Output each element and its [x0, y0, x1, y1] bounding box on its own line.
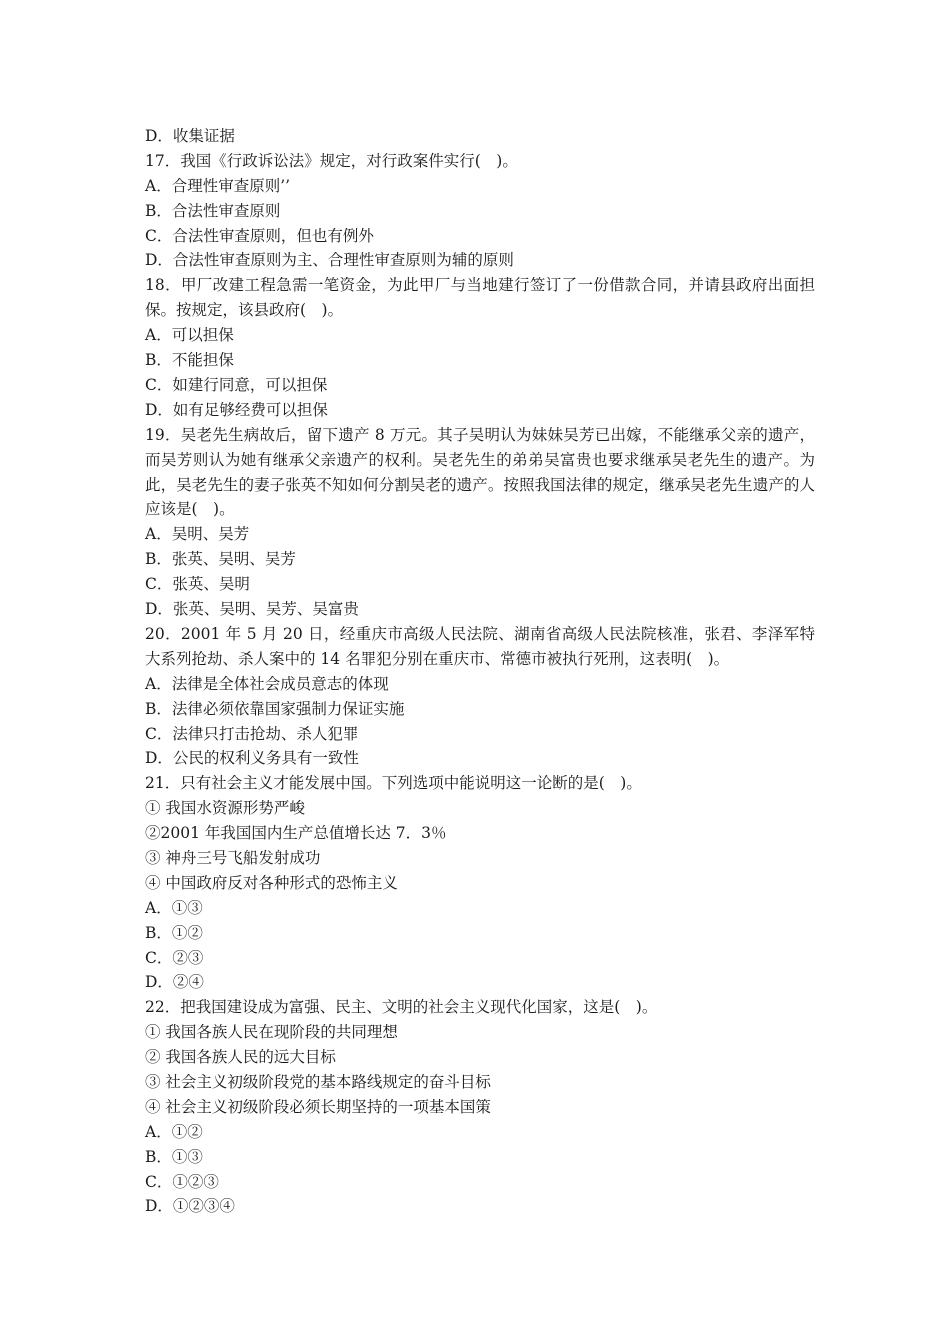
question-20: 20．2001 年 5 月 20 日，经重庆市高级人民法院、湖南省高级人民法院核准，张君、李泽军特大系列抢劫、杀人案中的 14 名罪犯分别在重庆市、常德市被执行死刑，这表明( )。 [145, 624, 815, 668]
q17-option-a: A．合理性审查原则’’ [145, 176, 291, 195]
q22-option-b: B．①③ [145, 1147, 203, 1166]
question-18: 18．甲厂改建工程急需一笔资金，为此甲厂与当地建行签订了一份借款合同，并请县政府出面担保。按规定，该县政府( )。 [145, 276, 815, 320]
q22-option-d: D．①②③④ [145, 1197, 235, 1216]
q19-option-c: C．张英、吴明 [145, 575, 250, 594]
q19-option-b: B．张英、吴明、吴芳 [145, 550, 296, 569]
document-page [145, 124, 815, 1219]
q17-option-b: B．合法性审查原则 [145, 201, 281, 220]
q21-statement-2: ②2001 年我国国内生产总值增长达 7．3％ [145, 824, 447, 843]
q20-option-d: D．公民的权利义务具有一致性 [145, 749, 359, 768]
question-21: 21．只有社会主义才能发展中国。下列选项中能说明这一论断的是( )。 [145, 774, 642, 793]
q18-option-c: C．如建行同意，可以担保 [145, 375, 328, 394]
q20-option-c: C．法律只打击抢劫、杀人犯罪 [145, 724, 359, 743]
q21-option-a: A．①③ [145, 898, 203, 917]
q22-statement-2: ② 我国各族人民的远大目标 [145, 1048, 336, 1067]
q19-option-a: A．吴明、吴芳 [145, 525, 250, 544]
q21-statement-3: ③ 神舟三号飞船发射成功 [145, 848, 321, 867]
q18-option-b: B．不能担保 [145, 351, 234, 370]
q21-statement-1: ① 我国水资源形势严峻 [145, 799, 305, 818]
q20-option-b: B．法律必须依靠国家强制力保证实施 [145, 699, 405, 718]
question-22: 22．把我国建设成为富强、民主、文明的社会主义现代化国家，这是( )。 [145, 998, 658, 1017]
q17-option-d: D．合法性审查原则为主、合理性审查原则为辅的原则 [145, 251, 514, 270]
q18-option-a: A．可以担保 [145, 326, 234, 345]
q21-option-c: C．②③ [145, 948, 204, 967]
question-19: 19．吴老先生病故后，留下遗产 8 万元。其子吴明认为妹妹吴芳已出嫁，不能继承父亲的遗产，而吴芳则认为她有继承父亲遗产的权利。吴老先生的弟弟吴富贵也要求继承吴老先生的遗产。为此，吴老先生的妻子张英不知如何分割吴老的遗产。按照我国法律的规定，继承吴老先生遗产的人应该是( )。 [145, 425, 815, 519]
q21-statement-4: ④ 中国政府反对各种形式的恐怖主义 [145, 873, 398, 892]
q21-option-d: D．②④ [145, 973, 204, 992]
q18-option-d: D．如有足够经费可以担保 [145, 400, 328, 419]
option-d-prev: D．收集证据 [145, 127, 235, 145]
question-17: 17．我国《行政诉讼法》规定，对行政案件实行( )。 [145, 151, 518, 170]
q22-option-a: A．①② [145, 1122, 203, 1141]
q22-statement-1: ① 我国各族人民在现阶段的共同理想 [145, 1023, 398, 1042]
q20-option-a: A．法律是全体社会成员意志的体现 [145, 674, 389, 693]
q19-option-d: D．张英、吴明、吴芳、吴富贵 [145, 600, 359, 619]
q22-statement-3: ③ 社会主义初级阶段党的基本路线规定的奋斗目标 [145, 1072, 491, 1091]
q22-option-c: C．①②③ [145, 1172, 219, 1191]
q17-option-c: C．合法性审查原则，但也有例外 [145, 226, 374, 245]
q22-statement-4: ④ 社会主义初级阶段必须长期坚持的一项基本国策 [145, 1097, 491, 1116]
q21-option-b: B．①② [145, 923, 203, 942]
